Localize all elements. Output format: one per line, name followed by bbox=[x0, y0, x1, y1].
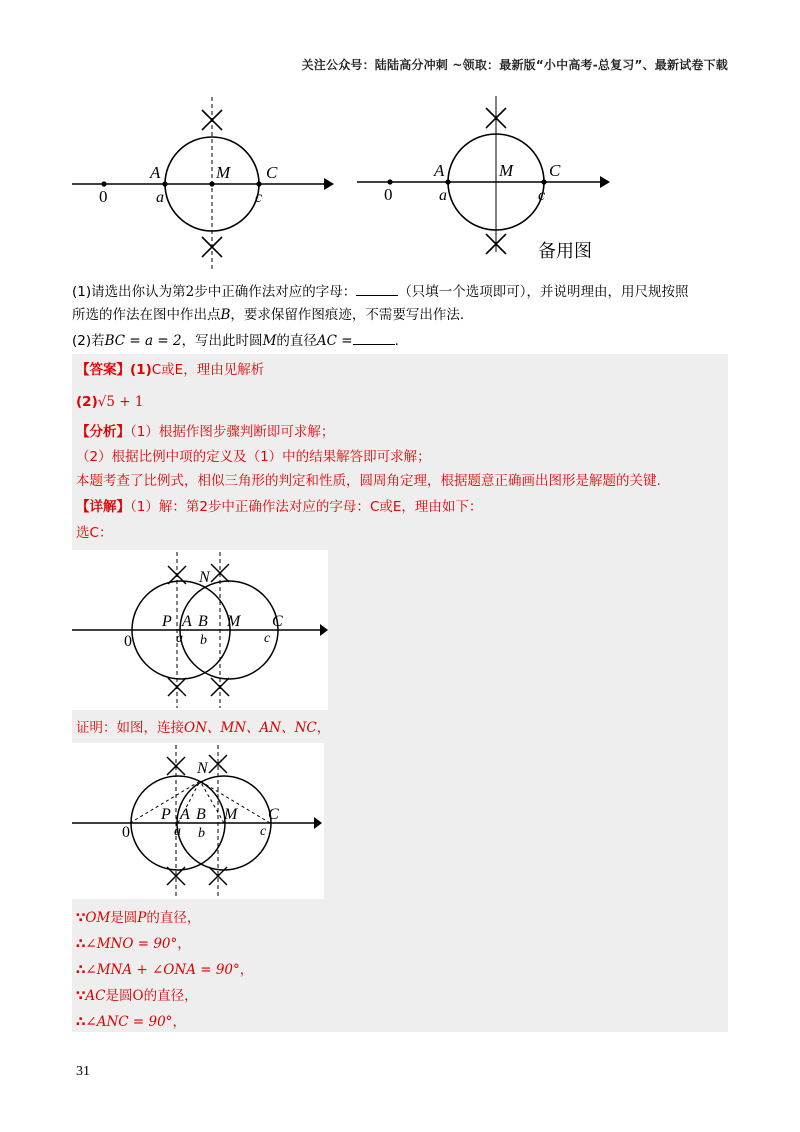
label-zero-spare: 0 bbox=[384, 185, 393, 204]
construction-figure-top bbox=[72, 92, 632, 272]
spare-caption: 备用图 bbox=[538, 241, 592, 262]
label-c: c bbox=[255, 189, 263, 206]
analysis-line-1: 【分析】（1）根据作图步骤判断即可求解； bbox=[76, 424, 335, 440]
left-diagram bbox=[72, 97, 334, 270]
proof-step-1: ∵OM是圆P的直径， bbox=[76, 910, 201, 926]
detail-select: 选C： bbox=[76, 525, 113, 541]
answer-blank-2 bbox=[353, 332, 395, 345]
fig3-label-B: B bbox=[196, 806, 206, 823]
question-1-line2: 所选的作法在图中作出点B，要求保留作图痕迹，不需要写出作法. bbox=[72, 307, 465, 323]
fig2-label-M: M bbox=[227, 613, 241, 630]
fig3-label-C: C bbox=[268, 806, 279, 823]
fig3-label-zero: 0 bbox=[122, 824, 130, 841]
fig2-label-c: c bbox=[264, 631, 271, 646]
question-1: (1)请选出你认为第2步中正确作法对应的字母： （只填一个选项即可），并说明理由，用尺规按照 bbox=[72, 284, 689, 300]
label-a-spare: a bbox=[439, 187, 447, 204]
fig3-label-N: N bbox=[197, 760, 208, 777]
fig2-label-C: C bbox=[272, 613, 283, 630]
fig2-label-a: a bbox=[176, 631, 183, 646]
right-diagram bbox=[357, 96, 610, 254]
analysis-line-2: （2）根据比例中项的定义及（1）中的结果解答即可求解； bbox=[76, 449, 431, 465]
detail-line-1: 【详解】（1）解：第2步中正确作法对应的字母：C或E，理由如下： bbox=[76, 499, 483, 515]
page-number: 31 bbox=[76, 1064, 90, 1079]
label-zero: 0 bbox=[99, 187, 108, 206]
fig3-label-M: M bbox=[224, 806, 238, 823]
answer-blank-1 bbox=[356, 283, 398, 296]
answer-line-2: (2)√5 + 1 bbox=[76, 394, 144, 410]
label-M: M bbox=[216, 163, 231, 182]
proof-step-3: ∴∠MNA + ∠ONA = 90°， bbox=[76, 962, 254, 978]
fig2-label-N: N bbox=[199, 569, 210, 586]
answer-line-1: 【答案】(1)C或E，理由见解析 bbox=[76, 362, 265, 378]
label-C-spare: C bbox=[549, 161, 561, 180]
page-header: 关注公众号：陆陆高分冲刺 ~领取：最新版“小中高考-总复习”、最新试卷下载 bbox=[301, 58, 728, 72]
label-C: C bbox=[266, 163, 278, 182]
label-A-spare: A bbox=[434, 161, 445, 180]
fig2-label-B: B bbox=[198, 613, 208, 630]
analysis-line-3: 本题考查了比例式，相似三角形的判定和性质，圆周角定理，根据题意正确画出图形是解题的关键. bbox=[76, 473, 661, 489]
label-M-spare: M bbox=[499, 161, 514, 180]
question-2: (2)若BC = a = 2，写出此时圆M的直径AC = . bbox=[72, 333, 399, 349]
fig2-label-zero: 0 bbox=[124, 633, 132, 650]
fig2-label-b: b bbox=[200, 633, 207, 648]
fig3-label-a: a bbox=[174, 824, 181, 839]
proof-step-5: ∴∠ANC = 90°， bbox=[76, 1014, 186, 1030]
label-A: A bbox=[150, 163, 161, 182]
proof-step-4: ∵AC是圆O的直径， bbox=[76, 988, 198, 1004]
fig3-label-A: A bbox=[180, 806, 190, 823]
fig3-label-c: c bbox=[260, 824, 267, 839]
proof-step-2: ∴∠MNO = 90°， bbox=[76, 936, 191, 952]
construction-figure-proof bbox=[72, 743, 324, 899]
label-a: a bbox=[156, 189, 164, 206]
fig2-label-P: P bbox=[162, 613, 172, 630]
fig3-label-P: P bbox=[161, 806, 171, 823]
fig2-label-A: A bbox=[182, 613, 192, 630]
proof-intro: 证明：如图，连接ON、MN、AN、NC， bbox=[76, 720, 331, 736]
label-c-spare: c bbox=[538, 187, 546, 204]
construction-figure-c bbox=[72, 550, 328, 710]
fig3-label-b: b bbox=[198, 826, 205, 841]
